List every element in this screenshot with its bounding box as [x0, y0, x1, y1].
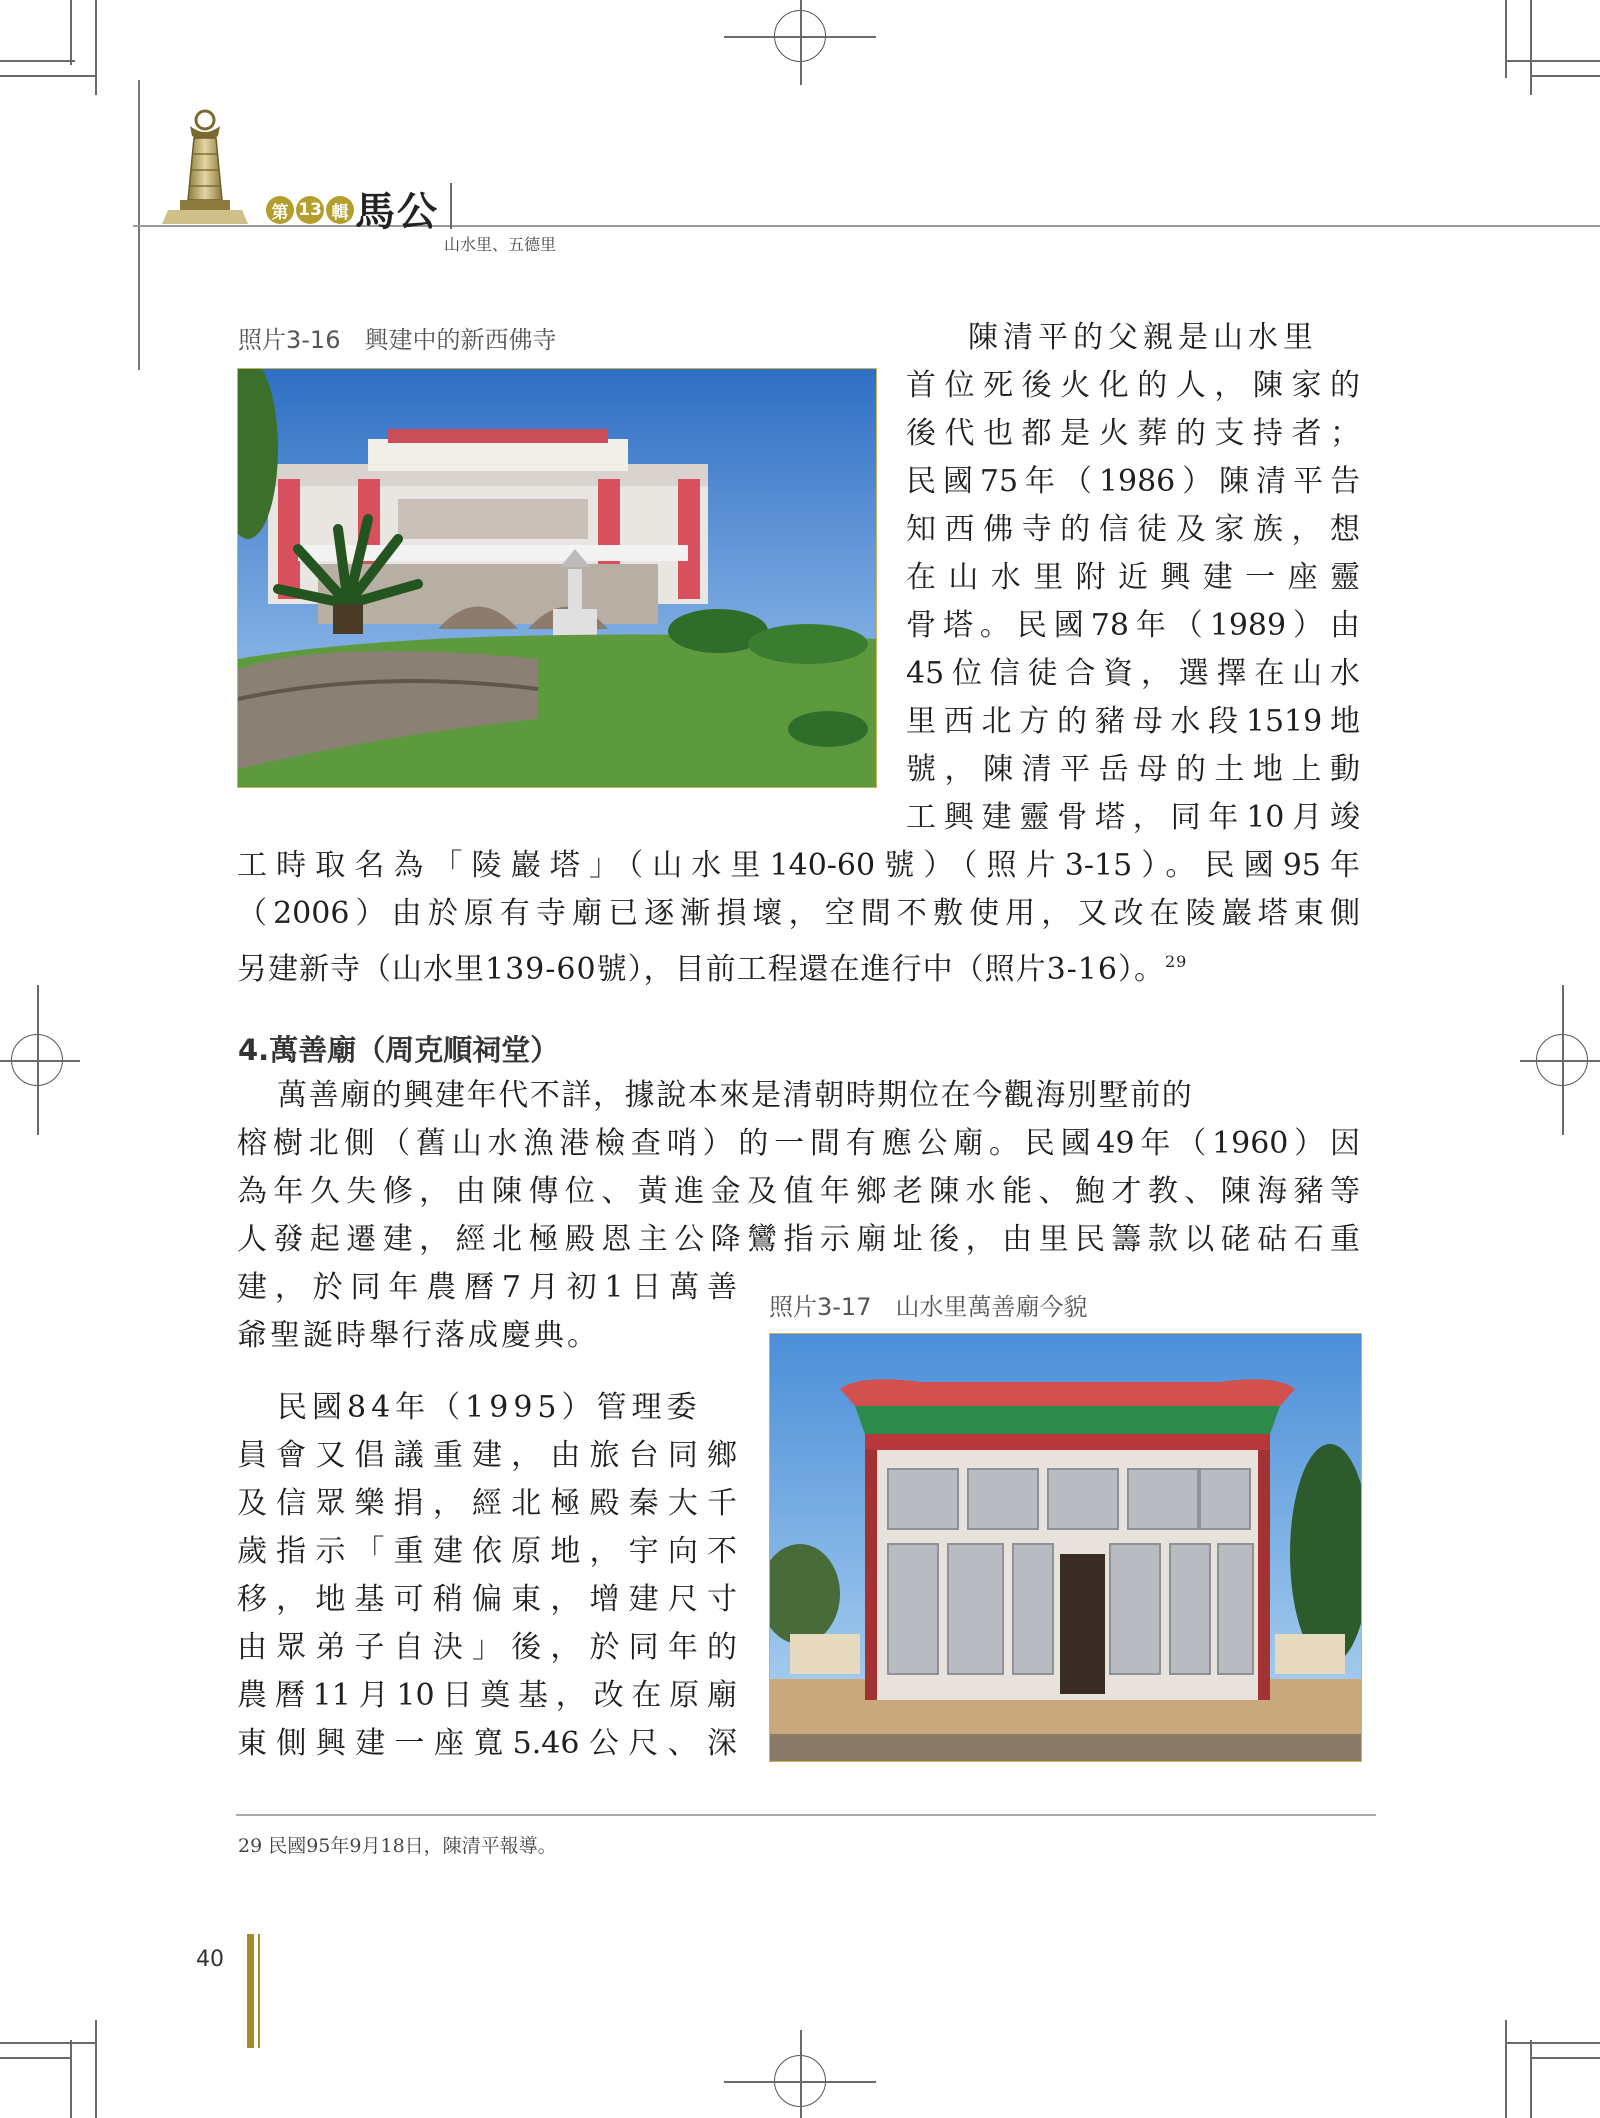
crop-mark — [70, 2040, 72, 2118]
photo-caption: 照片3-17 山水里萬善廟今貌 — [769, 1293, 1088, 1321]
section-heading: 4.萬善廟（周克順祠堂） — [238, 1033, 560, 1067]
registration-mark-bottom — [724, 2081, 876, 2083]
shrine-photo — [769, 1333, 1362, 1762]
registration-mark-bottom — [800, 2030, 802, 2118]
body-line: 陳清平的父親是山水里 — [968, 320, 1318, 355]
body-line: （2006）由於原有寺廟已逐漸損壞，空間不敷使用，又改在陵巖塔東側 — [237, 896, 1360, 931]
volume-prefix: 第 — [266, 196, 294, 224]
registration-mark-left — [0, 1060, 80, 1062]
crop-mark — [95, 0, 97, 95]
footnote-rule — [236, 1814, 1376, 1816]
crop-mark — [1505, 2020, 1507, 2118]
volume-badge — [266, 195, 354, 225]
body-line: 員會又倡議重建，由旅台同鄉 — [237, 1438, 737, 1473]
crop-mark — [0, 2057, 70, 2059]
crop-mark — [1505, 0, 1507, 78]
crop-mark — [1530, 2057, 1600, 2059]
book-title: 馬公 — [355, 188, 439, 235]
crop-mark — [1530, 0, 1532, 95]
crop-mark — [1530, 75, 1600, 77]
body-line: 東側興建一座寬5.46公尺、深 — [237, 1726, 737, 1761]
photo-caption: 照片3-16 興建中的新西佛寺 — [238, 326, 557, 354]
body-line: 民國84年（1995）管理委 — [277, 1390, 702, 1425]
body-line: 骨塔。民國78年（1989）由 — [906, 608, 1360, 643]
temple-photo — [237, 368, 877, 788]
page-number: 40 — [196, 1947, 224, 1972]
crop-mark — [70, 0, 72, 65]
crop-mark — [0, 75, 95, 77]
body-line: 人發起遷建，經北極殿恩主公降鸞指示廟址後，由里民籌款以硓𥑮石重 — [237, 1222, 1360, 1257]
crop-mark — [0, 2042, 95, 2044]
header-divider — [450, 183, 452, 229]
body-line: 榕樹北側（舊山水漁港檢查哨）的一間有應公廟。民國49年（1960）因 — [237, 1126, 1360, 1161]
registration-mark-right — [1520, 1060, 1600, 1062]
body-line: 在山水里附近興建一座靈 — [906, 560, 1360, 595]
body-line: 建，於同年農曆7月初1日萬善 — [237, 1270, 737, 1305]
body-line-text: 另建新寺（山水里139-60號），目前工程還在進行中（照片3-16）。 — [237, 952, 1165, 987]
temple-photo-illustration — [238, 369, 877, 788]
footnote-reference[interactable]: 29 — [1164, 952, 1188, 971]
body-line: 首位死後火化的人，陳家的 — [906, 368, 1360, 403]
body-line: 後代也都是火葬的支持者； — [906, 416, 1360, 451]
volume-suffix: 輯 — [326, 196, 354, 224]
header-rule — [133, 225, 1600, 227]
page-number-bar — [247, 1934, 254, 2048]
footnote: 29 民國95年9月18日，陳清平報導。 — [238, 1835, 557, 1857]
book-subtitle: 山水里、五德里 — [444, 235, 557, 254]
crop-mark — [95, 2020, 97, 2118]
body-line: 萬善廟的興建年代不詳，據說本來是清朝時期位在今觀海別墅前的 — [277, 1078, 1194, 1113]
body-line: 為年久失修，由陳傳位、黃進金及值年鄉老陳水能、鮑才教、陳海豬等 — [237, 1174, 1360, 1209]
body-line: 由眾弟子自決」後，於同年的 — [237, 1630, 737, 1665]
shrine-photo-illustration — [770, 1334, 1362, 1762]
body-line: 爺聖誕時舉行落成慶典。 — [237, 1318, 600, 1353]
registration-mark-top — [800, 0, 802, 85]
body-line: 號，陳清平岳母的土地上動 — [906, 752, 1360, 787]
crop-mark — [1530, 2040, 1532, 2118]
registration-mark-top — [724, 36, 876, 38]
crop-mark — [1505, 2042, 1600, 2044]
pagoda-logo-icon — [160, 108, 250, 226]
crop-mark — [0, 60, 75, 62]
body-line — [237, 938, 1360, 994]
body-line: 歲指示「重建依原地，宇向不 — [237, 1534, 737, 1569]
body-line: 及信眾樂捐，經北極殿秦大千 — [237, 1486, 737, 1521]
page-number-bar — [258, 1934, 260, 2048]
body-line: 45位信徒合資，選擇在山水 — [906, 656, 1360, 691]
body-line: 農曆11月10日奠基，改在原廟 — [237, 1678, 737, 1713]
body-line: 工時取名為「陵巖塔」（山水里140-60號）（照片3-15）。民國95年 — [237, 848, 1360, 883]
crop-mark — [1505, 60, 1600, 62]
body-line: 里西北方的豬母水段1519地 — [906, 704, 1360, 739]
body-line: 移，地基可稍偏東，增建尺寸 — [237, 1582, 737, 1617]
body-line: 知西佛寺的信徒及家族，想 — [906, 512, 1360, 547]
body-line: 工興建靈骨塔，同年10月竣 — [906, 800, 1360, 835]
body-line: 民國75年（1986）陳清平告 — [906, 464, 1360, 499]
volume-number: 13 — [296, 196, 324, 224]
